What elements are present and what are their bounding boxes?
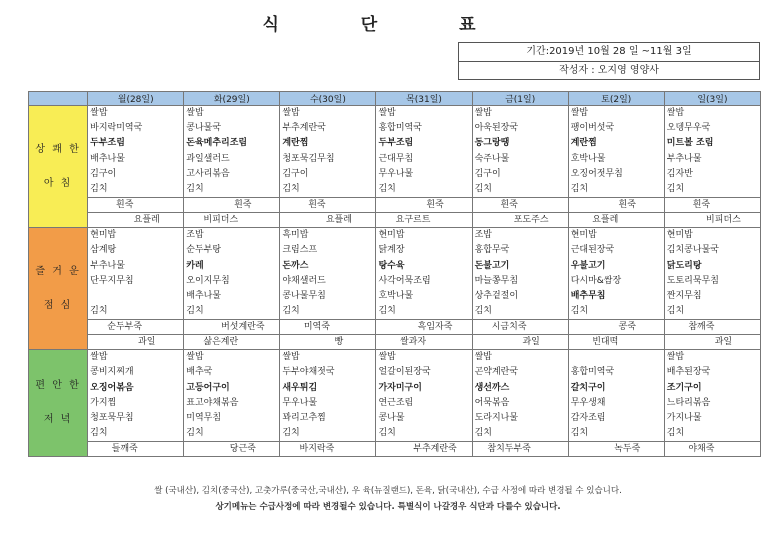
breakfast-extra-cell [472, 213, 568, 228]
menu-item: 김자반 [666, 168, 693, 179]
breakfast-extra-cell [184, 213, 280, 228]
extra-item: 들깨죽 [111, 444, 138, 455]
menu-item: 사각어묵조림 [378, 275, 431, 286]
menu-item: 쌀밥 [186, 352, 204, 363]
menu-item: 쌀밥 [474, 352, 492, 363]
menu-item: 무우생채 [570, 397, 606, 408]
extra-item: 요구르트 [395, 215, 431, 226]
breakfast-extra-cell [88, 198, 184, 213]
menu-item: 홍합미역국 [378, 123, 422, 134]
day-header-tue: 화(29일) [184, 92, 280, 106]
menu-item: 김치 [282, 183, 300, 194]
menu-item: 무우나물 [378, 168, 414, 179]
menu-item: 느타리볶음 [666, 397, 711, 408]
extra-item: 흰죽 [116, 200, 134, 211]
menu-item [571, 350, 662, 365]
lunch-day-cell [664, 228, 760, 320]
extra-item: 흰죽 [234, 200, 252, 211]
lunch-extra-cell [184, 320, 280, 335]
extra-item: 순두부죽 [107, 322, 143, 333]
menu-item: 쌀밥 [378, 352, 396, 363]
menu-item: 아욱된장국 [474, 123, 519, 134]
menu-item: 현미밥 [90, 230, 117, 241]
dinner-day-cell [280, 350, 376, 442]
menu-item: 김치 [186, 428, 204, 439]
menu-item: 두부조림 [378, 138, 414, 149]
breakfast-extra-cell [280, 213, 376, 228]
extra-item: 과일 [138, 337, 156, 348]
menu-item: 무우나물 [282, 397, 318, 408]
extra-item: 흰죽 [618, 200, 636, 211]
menu-item: 김치 [570, 183, 589, 194]
menu-item: 동그랑땡 [474, 138, 510, 149]
menu-item: 오뎅무우국 [666, 123, 711, 134]
day-header-fri: 금(1일) [472, 92, 568, 106]
menu-item: 홍합무국 [474, 245, 510, 256]
menu-item: 김치 [282, 306, 300, 317]
menu-item: 현미밥 [666, 230, 693, 241]
menu-item: 쌀밥 [90, 108, 108, 118]
lunch-extra-cell [280, 320, 376, 335]
extra-item: 녹두죽 [614, 444, 641, 455]
breakfast-label-top: 상 쾌 한 [35, 143, 81, 155]
menu-item: 도라지나물 [474, 413, 519, 423]
extra-item: 미역죽 [303, 322, 330, 333]
breakfast-extra-cell [568, 213, 664, 228]
menu-item: 탕수육 [378, 260, 405, 271]
menu-item: 호박나물 [570, 153, 606, 164]
extra-item: 버섯계란죽 [221, 322, 265, 333]
menu-item: 쌀밥 [474, 108, 492, 118]
menu-item: 김치 [570, 306, 589, 317]
menu-item: 콩비지찌개 [90, 367, 134, 378]
lunch-day-cell [184, 228, 280, 320]
breakfast-label-cell [29, 106, 88, 228]
menu-item: 배추국 [186, 367, 213, 378]
menu-item: 쌀밥 [282, 108, 300, 118]
menu-item: 부추나물 [90, 260, 125, 271]
lunch-extra-cell [280, 335, 376, 350]
extra-item: 콩죽 [618, 322, 636, 333]
menu-item: 콩나물국 [186, 123, 222, 134]
menu-item: 김구이 [90, 168, 117, 179]
menu-item: 두부야채젓국 [282, 367, 335, 378]
menu-item: 김치 [186, 306, 204, 317]
menu-item: 두부조림 [90, 138, 125, 149]
lunch-day-cell [568, 228, 664, 320]
menu-item: 근대된장국 [570, 245, 615, 256]
menu-item: 배추무침 [570, 290, 606, 301]
breakfast-extra-row [29, 213, 761, 228]
dinner-main-row [29, 350, 761, 442]
breakfast-day-cell [280, 106, 376, 198]
day-header-wed: 수(30일) [280, 92, 376, 106]
menu-item: 김치 [474, 183, 492, 194]
dinner-day-cell [184, 350, 280, 442]
extra-item: 쌀과자 [399, 337, 427, 348]
lunch-extra-cell [376, 335, 472, 350]
breakfast-extra-cell [280, 198, 376, 213]
dinner-day-cell [376, 350, 472, 442]
breakfast-extra-cell [472, 198, 568, 213]
menu-item: 카레 [186, 260, 204, 271]
menu-item: 김치 [90, 306, 108, 317]
dinner-extra-cell [184, 442, 280, 457]
menu-item: 배추나물 [186, 290, 222, 301]
menu-item: 조밥 [186, 230, 204, 241]
breakfast-extra-cell [664, 213, 760, 228]
menu-item: 김치 [474, 306, 492, 317]
extra-item: 부추계란죽 [413, 444, 457, 455]
menu-item: 홍합미역국 [570, 367, 615, 378]
dinner-extra-cell [376, 442, 472, 457]
dinner-day-cell [568, 350, 664, 442]
lunch-day-cell [376, 228, 472, 320]
extra-item: 요플레 [325, 215, 352, 226]
extra-item: 참치두부죽 [487, 444, 531, 455]
extra-item: 요플레 [592, 215, 619, 226]
menu-item: 새우튀김 [282, 382, 318, 393]
lunch-extra-cell [568, 335, 664, 350]
menu-item: 곤약계란국 [474, 367, 519, 378]
lunch-label-bottom: 점 심 [43, 299, 73, 311]
breakfast-label-bottom: 아 침 [43, 177, 73, 189]
day-header-sun: 일(3일) [664, 92, 760, 106]
menu-item: 김치 [666, 428, 685, 439]
extra-item: 바지락죽 [299, 444, 335, 455]
menu-item: 고등어구이 [186, 382, 230, 393]
menu-item: 배추나물 [90, 153, 125, 164]
corner-cell [29, 92, 88, 106]
lunch-day-cell [472, 228, 568, 320]
extra-item: 과일 [522, 337, 540, 348]
menu-item: 청포묵김무침 [282, 153, 335, 164]
menu-item: 얼갈이된장국 [378, 367, 431, 378]
menu-item: 도토리묵무침 [666, 275, 719, 286]
menu-item: 닭계장 [378, 245, 405, 256]
menu-item: 김치 [282, 428, 300, 439]
menu-item: 김치콩나물국 [666, 245, 719, 256]
breakfast-day-cell [472, 106, 568, 198]
dinner-extra-cell [568, 442, 664, 457]
menu-item: 오징어볶음 [90, 382, 134, 393]
menu-item: 조밥 [474, 230, 492, 241]
lunch-extra-cell [376, 320, 472, 335]
menu-item: 어묵볶음 [474, 397, 510, 408]
menu-item: 부추나물 [666, 153, 702, 164]
extra-item: 야채죽 [688, 444, 715, 455]
lunch-extra-cell [472, 335, 568, 350]
menu-item: 쌀밥 [186, 108, 204, 118]
menu-item: 김치 [378, 428, 396, 439]
dinner-label-top: 편 안 한 [35, 380, 81, 392]
menu-item: 쌀밥 [378, 108, 396, 118]
menu-item: 상추겉절이 [474, 290, 519, 301]
origin-note: 쌀 (국내산), 김치(중국산), 고춧가루(중국산,국내산), 우 육(뉴질랜드), 돈육, 닭(국내산), 수급 사정에 따라 변경될 수 있습니다. [154, 486, 622, 496]
menu-item: 조기구이 [666, 382, 702, 393]
menu-item: 근대무침 [378, 153, 414, 164]
menu-item: 김구이 [474, 168, 501, 179]
menu-item: 김치 [378, 183, 396, 194]
dinner-extra-cell [88, 442, 184, 457]
day-header-mon: 월(28일) [88, 92, 184, 106]
menu-item: 쌀밥 [666, 352, 685, 363]
extra-item: 비피더스 [706, 215, 741, 226]
menu-item: 청포묵무침 [90, 413, 134, 423]
menu-item: 과일샐러드 [186, 153, 230, 164]
lunch-day-cell [280, 228, 376, 320]
menu-item: 팽이버섯국 [570, 123, 615, 134]
menu-item: 오이지무침 [186, 275, 230, 286]
extra-item: 빵 [334, 337, 344, 348]
extra-item: 흰죽 [692, 200, 711, 211]
menu-item: 미역무침 [186, 413, 222, 423]
menu-item: 김치 [570, 428, 589, 439]
lunch-extra-cell [88, 320, 184, 335]
menu-item: 돈불고기 [474, 260, 510, 271]
menu-table [28, 91, 761, 457]
dinner-extra-cell [280, 442, 376, 457]
author-text: 작성자 : 오지영 영양사 [459, 61, 759, 80]
menu-item: 오징어젓무침 [570, 168, 623, 179]
menu-item: 현미밥 [378, 230, 405, 241]
menu-item: 크림스프 [282, 245, 318, 256]
menu-item: 호박나물 [378, 290, 414, 301]
menu-item: 연근조림 [378, 397, 414, 408]
menu-item: 김치 [666, 306, 685, 317]
lunch-day-cell [88, 228, 184, 320]
menu-item: 야채샐러드 [282, 275, 326, 286]
menu-item: 생선까스 [474, 382, 510, 393]
day-header-sat: 토(2일) [568, 92, 664, 106]
lunch-extra-cell [664, 320, 760, 335]
lunch-main-row [29, 228, 761, 320]
menu-item: 콩나물 [378, 413, 405, 423]
breakfast-extra-cell [184, 198, 280, 213]
extra-item: 삶은계란 [203, 337, 239, 348]
dinner-day-cell [472, 350, 568, 442]
lunch-extra-cell [568, 320, 664, 335]
menu-item: 김구이 [282, 168, 309, 179]
menu-item: 우불고기 [570, 260, 606, 271]
menu-item: 김치 [186, 183, 204, 194]
menu-item: 쌀밥 [282, 352, 300, 363]
extra-item: 흰죽 [426, 200, 444, 211]
menu-item: 쌀밥 [666, 108, 685, 118]
menu-item: 짠지무침 [666, 290, 702, 301]
menu-item: 콩나물무침 [282, 290, 326, 301]
extra-item: 포도주스 [513, 215, 549, 226]
lunch-extra-cell [472, 320, 568, 335]
menu-item: 단무지무침 [90, 275, 134, 286]
day-header-row [29, 92, 761, 106]
breakfast-extra-cell [664, 198, 760, 213]
menu-item: 숙주나물 [474, 153, 510, 164]
breakfast-day-cell [184, 106, 280, 198]
lunch-extra-cell [184, 335, 280, 350]
lunch-extra-row [29, 335, 761, 350]
menu-item: 표고야채볶음 [186, 397, 239, 408]
menu-item: 현미밥 [570, 230, 597, 241]
dinner-day-cell [664, 350, 760, 442]
menu-item: 배추된장국 [666, 367, 711, 378]
extra-item: 요플레 [133, 215, 160, 226]
dinner-extra-row [29, 442, 761, 457]
extra-item: 흰죽 [500, 200, 518, 211]
breakfast-extra-row [29, 198, 761, 213]
breakfast-day-cell [376, 106, 472, 198]
menu-item: 김치 [90, 428, 108, 439]
dinner-extra-cell [472, 442, 568, 457]
menu-item: 감자조림 [570, 413, 606, 423]
menu-item: 김치 [378, 306, 396, 317]
menu-item: 고사리볶음 [186, 168, 230, 179]
lunch-extra-cell [664, 335, 760, 350]
breakfast-extra-cell [88, 213, 184, 228]
menu-item: 김치 [90, 183, 108, 194]
extra-item: 흰죽 [308, 200, 326, 211]
dinner-label-cell [29, 350, 88, 457]
breakfast-main-row [29, 106, 761, 198]
extra-item: 빈대떡 [592, 337, 619, 348]
menu-item: 김치 [666, 183, 685, 194]
menu-item: 바지락미역국 [90, 123, 143, 134]
breakfast-day-cell [568, 106, 664, 198]
menu-item: 다시마&쌈장 [570, 275, 622, 286]
extra-item: 비피더스 [203, 215, 239, 226]
lunch-extra-cell [88, 335, 184, 350]
extra-item: 과일 [714, 337, 733, 348]
menu-item: 가지나물 [666, 413, 702, 423]
breakfast-day-cell [664, 106, 760, 198]
menu-item: 꽈리고추찜 [282, 413, 326, 423]
breakfast-extra-cell [376, 198, 472, 213]
lunch-label-top: 즐 거 운 [35, 265, 81, 277]
menu-item: 계란찜 [282, 138, 309, 149]
page-title: 식 단 표 [262, 15, 514, 35]
day-header-thu: 목(31일) [376, 92, 472, 106]
menu-item: 닭도리탕 [666, 260, 702, 271]
dinner-extra-cell [664, 442, 760, 457]
lunch-extra-row [29, 320, 761, 335]
menu-item: 흑미밥 [282, 230, 309, 241]
menu-item: 마늘쫑무침 [474, 275, 519, 286]
breakfast-extra-cell [376, 213, 472, 228]
period-text: 기간:2019년 10월 28 일 ~11월 3일 [526, 46, 692, 57]
menu-item [90, 289, 181, 304]
menu-item: 계란찜 [570, 138, 597, 149]
menu-item: 돈까스 [282, 260, 309, 271]
dinner-label-bottom: 저 녁 [43, 414, 73, 426]
menu-item: 가자미구이 [378, 382, 422, 393]
dinner-day-cell [88, 350, 184, 442]
breakfast-extra-cell [568, 198, 664, 213]
menu-item: 돈육메추리조림 [186, 138, 248, 149]
menu-item: 가지찜 [90, 397, 117, 408]
menu-item: 부추계란국 [282, 123, 326, 134]
menu-item: 미트볼 조림 [666, 138, 714, 149]
extra-item: 시금치죽 [491, 322, 527, 333]
menu-item: 쌀밥 [90, 352, 108, 363]
menu-item: 갈치구이 [570, 382, 606, 393]
lunch-label-cell [29, 228, 88, 350]
menu-item: 삼계탕 [90, 245, 117, 256]
extra-item: 흑임자죽 [417, 322, 453, 333]
extra-item: 참깨죽 [688, 322, 715, 333]
notice-note: 상기메뉴는 수급사정에 따라 변경될수 있습니다. 특별식이 나갈경우 식단과 다를수 있습니다. [215, 502, 561, 512]
menu-item: 김치 [474, 428, 492, 439]
extra-item: 당근죽 [229, 444, 256, 455]
info-box [458, 42, 760, 80]
menu-item: 쌀밥 [570, 108, 589, 118]
menu-item: 순두부탕 [186, 245, 222, 256]
breakfast-day-cell [88, 106, 184, 198]
